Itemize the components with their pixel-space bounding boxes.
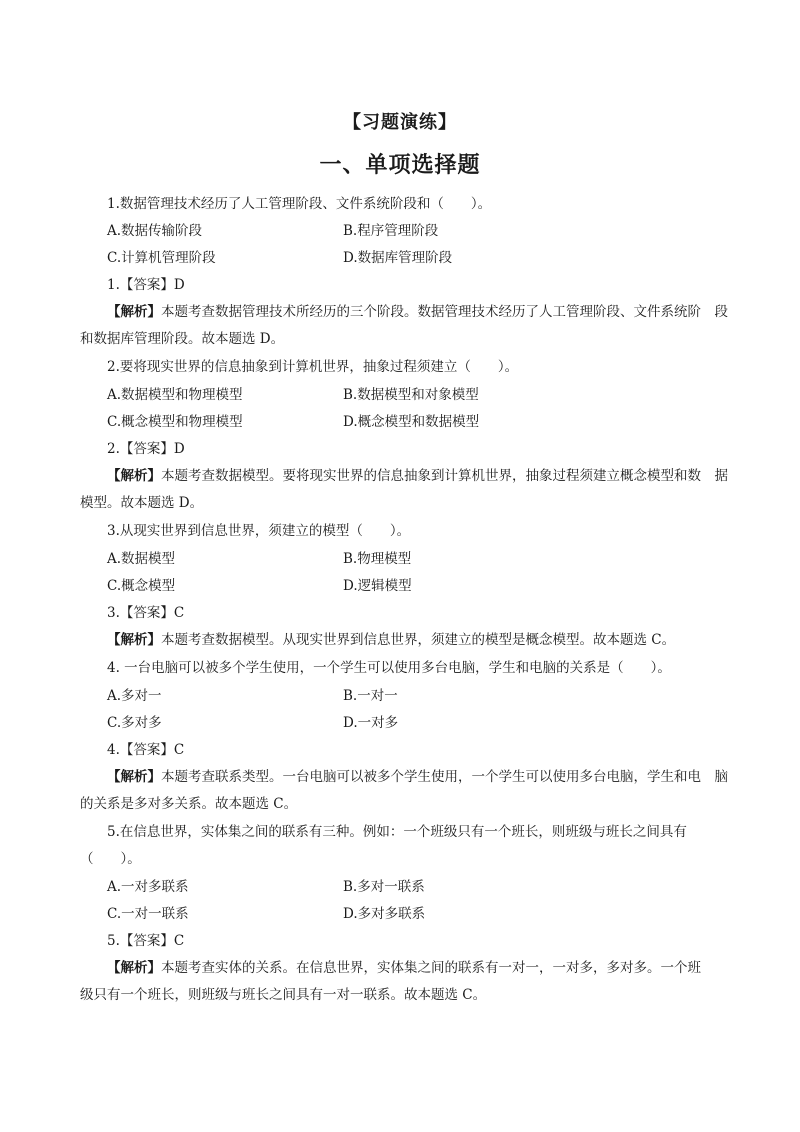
analysis-line — [107, 768, 728, 786]
analysis-tag: 【解析】 — [107, 304, 161, 320]
analysis-tag: 【解析】 — [107, 960, 161, 976]
option-d: D.逻辑模型 — [343, 578, 412, 594]
analysis-text: 本题考查联系类型。一台电脑可以被多个学生使用，一个学生可以使用多台电脑，学生和电 脑 — [161, 769, 728, 785]
answer-label: 1.【答案】D — [107, 277, 185, 293]
analysis-line: 和数据库管理阶段。故本题选 D。 — [80, 331, 285, 347]
section-title: 一、单项选择题 — [319, 153, 481, 178]
option-b: B.数据模型和对象模型 — [343, 387, 479, 403]
analysis-tag: 【解析】 — [107, 769, 161, 785]
exercise-header: 【习题演练】 — [343, 112, 457, 133]
option-a: A.数据模型 — [107, 551, 176, 567]
analysis-text: 本题考查数据模型。从现实世界到信息世界，须建立的模型是概念模型。故本题选 C。 — [161, 632, 676, 648]
option-c: C.计算机管理阶段 — [107, 250, 216, 266]
option-b: B.物理模型 — [343, 551, 412, 567]
question-stem: 1.数据管理技术经历了人工管理阶段、文件系统阶段和（ ）。 — [107, 196, 492, 212]
option-c: C.概念模型和物理模型 — [107, 414, 243, 430]
option-a: A.数据传输阶段 — [107, 223, 203, 239]
analysis-line — [107, 303, 728, 321]
option-d: D.数据库管理阶段 — [343, 250, 453, 266]
question-stem: 3.从现实世界到信息世界，须建立的模型（ ）。 — [107, 523, 411, 539]
option-d: D.多对多联系 — [343, 906, 426, 922]
question-stem: 2.要将现实世界的信息抽象到计算机世界，抽象过程须建立（ ）。 — [107, 359, 519, 375]
analysis-line — [107, 959, 701, 977]
analysis-line — [107, 631, 675, 649]
analysis-line: 模型。故本题选 D。 — [80, 495, 204, 511]
option-c: C.一对一联系 — [107, 906, 189, 922]
answer-label: 5.【答案】C — [107, 933, 185, 949]
answer-label: 2.【答案】D — [107, 441, 185, 457]
option-c: C.概念模型 — [107, 578, 176, 594]
answer-label: 4.【答案】C — [107, 742, 185, 758]
option-c: C.多对多 — [107, 715, 162, 731]
analysis-line: 的关系是多对多关系。故本题选 C。 — [80, 796, 298, 812]
analysis-line — [107, 467, 728, 485]
option-a: A.一对多联系 — [107, 879, 189, 895]
option-d: D.一对多 — [343, 715, 399, 731]
option-b: B.多对一联系 — [343, 879, 425, 895]
option-d: D.概念模型和数据模型 — [343, 414, 480, 430]
option-a: A.数据模型和物理模型 — [107, 387, 243, 403]
analysis-tag: 【解析】 — [107, 468, 161, 484]
analysis-tag: 【解析】 — [107, 632, 161, 648]
question-stem-continued: （ ）。 — [80, 851, 141, 867]
answer-label: 3.【答案】C — [107, 605, 185, 621]
option-b: B.一对一 — [343, 688, 398, 704]
option-a: A.多对一 — [107, 688, 162, 704]
analysis-line: 级只有一个班长，则班级与班长之间具有一对一联系。故本题选 C。 — [80, 987, 487, 1003]
option-b: B.程序管理阶段 — [343, 223, 439, 239]
analysis-text: 本题考查数据管理技术所经历的三个阶段。数据管理技术经历了人工管理阶段、文件系统阶 段 — [161, 304, 728, 320]
question-stem: 4. 一台电脑可以被多个学生使用，一个学生可以使用多台电脑，学生和电脑的关系是（ ）。 — [107, 660, 671, 676]
analysis-text: 本题考查实体的关系。在信息世界，实体集之间的联系有一对一，一对多，多对多。一个班 — [161, 960, 701, 976]
analysis-text: 本题考查数据模型。要将现实世界的信息抽象到计算机世界，抽象过程须建立概念模型和数 据 — [161, 468, 728, 484]
question-stem: 5.在信息世界，实体集之间的联系有三种。例如：一个班级只有一个班长，则班级与班长之间具有 — [107, 824, 687, 840]
